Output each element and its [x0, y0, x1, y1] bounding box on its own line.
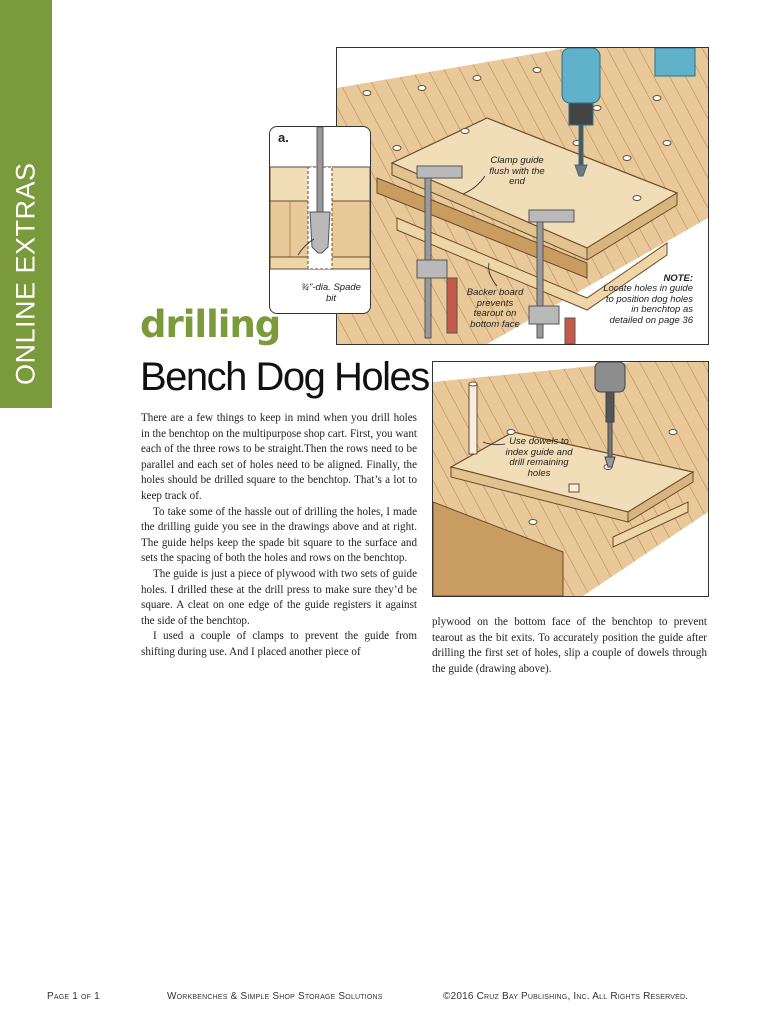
- page-title: Bench Dog Holes: [140, 355, 429, 399]
- side-tab: [0, 0, 52, 408]
- kicker-heading: drilling: [140, 303, 281, 346]
- callout-spade-bit: ¾"-dia. Spade bit: [301, 282, 361, 304]
- paragraph-4: I used a couple of clamps to prevent the guide from shifting during use. And I placed another piece of: [141, 630, 417, 658]
- callout-clamp-guide: Clamp guide flush with the end: [489, 155, 545, 187]
- footer-copyright: ©2016 Cruz Bay Publishing, Inc. All Rights Reserved.: [443, 991, 689, 1002]
- footer-page-number: Page 1 of 1: [47, 991, 100, 1002]
- dowel-guide-drawing: [433, 362, 708, 596]
- second-illustration: [432, 361, 709, 597]
- main-illustration: [336, 47, 709, 345]
- paragraph-1: There are a few things to keep in mind when you drill holes in the benchtop on the multipurpose shop cart. First, you want each of the three rows to be straight.Then the rows need to be parallel and each set of holes need to be aligned. Finally, the holes should be drilled square to the benchtop. That’s a lot to keep track of.: [141, 412, 417, 502]
- callout-backer-board: Backer board prevents tearout on bottom face: [466, 287, 524, 330]
- body-column-right: [432, 615, 707, 677]
- body-column-left: [141, 411, 417, 661]
- callout-use-dowels: Use dowels to index guide and drill remaining holes: [505, 436, 573, 479]
- paragraph-3: The guide is just a piece of plywood with two sets of guide holes. I drilled these at the drill press to make sure they’d be square. A cleat on one edge of the guide registers it against the side of the benchtop.: [141, 567, 417, 627]
- note-text: Locate holes in guide to position dog holes in benchtop as detailed on page 36: [603, 283, 693, 326]
- paragraph-5: plywood on the bottom face of the benchtop to prevent tearout as the bit exits. To accurately position the guide after drilling the first set of holes, slip a couple of dowels through the guide (drawing above).: [432, 616, 707, 675]
- footer-book-title: Workbenches & Simple Shop Storage Solutions: [167, 991, 383, 1002]
- side-tab-label: ONLINE EXTRAS: [10, 162, 41, 385]
- detail-inset: [269, 126, 371, 314]
- note-heading: NOTE:: [663, 273, 693, 284]
- paragraph-2: To take some of the hassle out of drilling the holes, I made the drilling guide you see in the drawings above and at right. The guide helps keep the spade bit square to the surface and sets the spacing of both the holes and rows on the benchtop.: [141, 505, 417, 565]
- detail-label: a.: [278, 130, 289, 145]
